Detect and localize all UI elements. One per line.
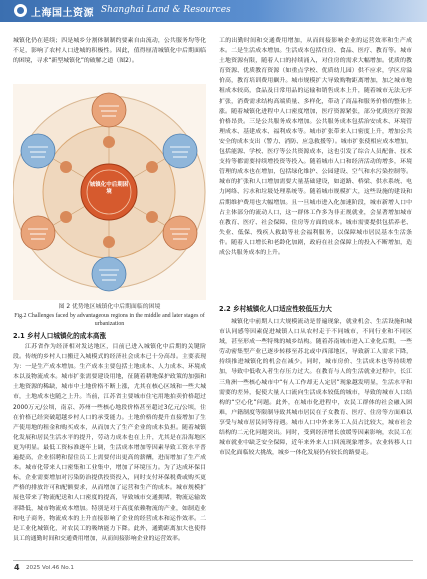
footer-divider	[13, 560, 413, 561]
figure-caption-en: Fig.2 Challenges faced by advantageous regions in the middle and later stages of urbanization	[14, 313, 205, 327]
section-2-1-paragraph: 江苏省作为经济相对发达地区，目前已进入城镇化中后期的关键阶段。传统的乡村人口搬迁入城模式的经济社会成本已十分高昂。主要表现为：一是生产成本增加。生产成本主要包括土地成本、人力成本、环境成本以及物流成本。城市扩张需要建设用地，征随着耕地保护政策的加强和土地资源的稀缺，城市中土地价格不断上涨，尤其在核心区域和一些大城市，土地成本也随之上升。当前，江苏省主要城市住宅用地拍卖价格超过2000万元/公顷，南京、苏州一些核心地段价格甚至超过3亿元/公顷，住在价格已经突破超越乡村人口的承受能力。土地价格的提升直接增加了生产使用地的租金和购买成本，从而加大了生产企业的成本负担。随着城镇化发展和居民生活水平的提升，劳动力成本也在上升，尤其是在沿海地区更为明显。最低工资标准逐年上调，生活成本增加等因素导致工资水平普遍提高，企业招聘和留住员工上需要付出更高的薪酬，进而增加了生产成本。城市化带来人口密集和工业集中，增加了环境压力。为了达成环保目标，企业需要增加对污染防治提供投资投入，同时支付环保税费或购买更严格的排放许可和配额要求，从而增加了运营和生产的成本。城市规模扩展也带来了物流配送和人口密度的提高，导致城市交通拥堵，物流运输效率降低，城市物流成本增加。特别是对于高度依赖物流的产业，如制造业和电子商务，物流成本的上升直接影响了企业的经营成本和运作效率。二是工业化城镇化，对农民工的吸纳能力下降。此外，通勤距离加大也使得员工的通勤时间和交通费用增加，从而间接影响企业的运营效率。	[13, 344, 206, 542]
right-column-top	[219, 36, 412, 297]
right-paragraph-1: 工的出勤时间和交通费用增加，从而间接影响企业的运营效率和生产成本。二是生活成本增加。生活成本包括住房、食品、医疗、教育等。城市土地资源有限，随着人口的持续涌入，对住房的需求大幅增加。优质的教育资源、优质教育资源（如重点学校、优质幼儿园）供不应求，学区房溢价高，教育培训费用飙升。城市规模扩大导致购物距离增加，加之城市地租成本较高，食品及日常用品的运输和销售成本上升，随着城市无法无序扩张，消费需求结构高端质量、多样化，带动了商品和服务价格的整体上涨。随着城镇化进程中人口密度增加，医疗资源紧张，部分优质医疗资源价格昂贵。三是公共服务成本增加。公共服务成本包括治安成本、环境管理成本、基建成本、福利成本等。城市扩张带来人口密度上升，增加公共安全的成本支出（警力、消防、应急救援等）。城市扩张使相应成本增加，包括能源、学校、医疗等公共资源成本，这也引发了综合人员配备、技术支持等都需要持续增投资等投入。随着城市人口和经济活动的增多，环境管理的成本也在增加，包括绿化维护、公园建设、空气和水污染控制等。城市的扩张和人口增加需要大量基础建设，如道路、桥梁、供水系统、电力网络、污水和垃圾处理系统等。随着城市规模扩大，这些设施的建设和后期维护费用也大幅增加。且一旦城市进入化加速阶段，城市新增人口中占主体部分的流动人口，这一群体工作多为非正规就业，会显著增加城市在教育、医疗、社会保障、住房等方面的成本。城市需要提供包括养老、失业、低保、残疾人救助等社会福利服务，以保障城市居民基本生活条件。随着人口增长和老龄化加剧，政府在社会保障上的投入不断增加，造成公共服务成本的上升。	[219, 38, 412, 256]
intro-paragraph: 城镇化仍在延续；四是城乡分割体制制约要素自由流动，公共服务均等化不足，影响了农村人口进城的积极性。因此，值得厘清城镇化中后期面临的困境，寻求“新型城镇化”的破解之道（图2）。	[13, 38, 206, 65]
journal-title-en: Shanghai Land & Resources	[101, 5, 231, 15]
journal-header	[0, 0, 427, 22]
section-title-2-1: 2.1 乡村人口城镇化的成本高涨	[13, 332, 107, 340]
figure-center-label: 城镇化中后期困境	[89, 182, 129, 195]
section-title-2-2: 2.2 乡村城镇化人口适应性较低压力大	[219, 305, 332, 313]
issue-info: 2025 Vol.46 No.1	[26, 565, 74, 571]
left-column-body	[13, 342, 206, 556]
right-column-bottom	[219, 317, 412, 556]
journal-title-cn: 上海国土资源	[31, 8, 94, 19]
section-2-2-paragraph: 城镇化中前期人口大规模流动是普遍现象，就业机会、生活设施和城市认同感等因素促进城镇人口从农村走于不同城市，不同行业和不同区域，甚至形成一些特殊的城乡结构。随着苏南城市进入工业化后期，一些劳动密集型产业已逐步转移至苏北或中西部地区，导致新工人需求下降，持续推进城镇化的机会在减少。同时，城市房价、生活成本也等持续增加，导致中低收入者生存压力过大。在教育与人的生活就业过程中，长江三角洲一些核心城市中“有人工作却无人定居”现象越发明显，生活水平和需要的差异，促使大量人口流向生活成本较低的城市，导致的城市人口结构的“空心化”问题。此外，在城市化进程中，农民工群体的社会融入困难，户籍制度等限制导致其城市居民在子女教育、医疗、住房等方面难以享受与城市居民同等待遇。城市人口中外来务工人员占比较大，城市社会结构的二元化问题突出。同时，受到经济增长放缓等因素影响，农民工在城市就业中缺乏安全保障，近年来外来人口回流现象增多。农业转移人口市民化面临较大挑战，城乡一体化发展仍有较长的路要走。	[219, 319, 412, 457]
page-number: 4	[14, 563, 20, 572]
journal-logo-icon	[14, 4, 27, 17]
left-column-top	[13, 36, 206, 66]
figure-2	[13, 84, 206, 300]
figure-caption-cn: 图 2 优势地区城镇化中后期面临的困境	[58, 304, 161, 310]
